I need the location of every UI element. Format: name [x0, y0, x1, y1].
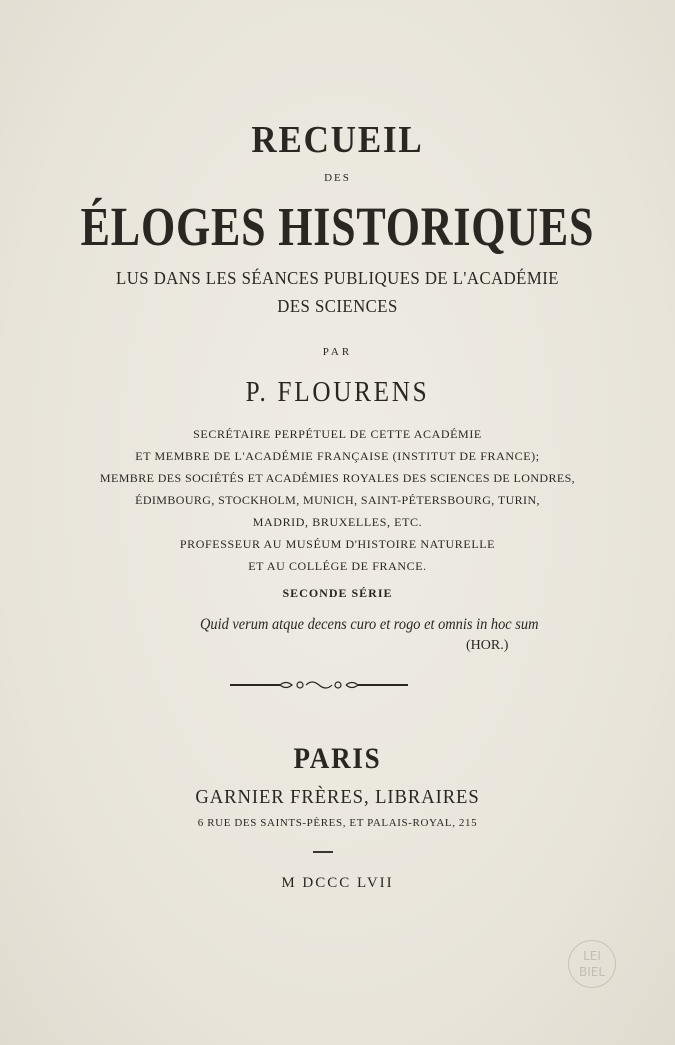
credential-line: MEMBRE DES SOCIÉTÉS ET ACADÉMIES ROYALES DES SCIENCES DE LONDRES,	[99, 471, 576, 485]
series-label: SECONDE SÉRIE	[282, 586, 393, 600]
library-stamp-icon	[568, 940, 616, 988]
imprint-publisher: GARNIER FRÈRES, LIBRAIRES	[195, 786, 480, 808]
stamp-line-2: BIEL	[578, 965, 606, 979]
title-des: DES	[324, 172, 351, 184]
subtitle-line-1: LUS DANS LES SÉANCES PUBLIQUES DE L'ACADÉMIE	[116, 268, 559, 288]
imprint-city: PARIS	[293, 742, 382, 775]
main-title: ÉLOGES HISTORIQUES	[80, 196, 595, 257]
ornament-divider-icon	[230, 678, 408, 692]
imprint-address: 6 RUE DES SAINTS-PÈRES, ET PALAIS-ROYAL, 215	[197, 817, 478, 829]
author-name: P. FLOURENS	[245, 377, 430, 408]
short-rule	[313, 851, 333, 853]
credential-line: PROFESSEUR AU MUSÉUM D'HISTOIRE NATURELLE	[179, 537, 496, 551]
imprint-date: M DCCC LVII	[281, 875, 394, 891]
credential-line: MADRID, BRUXELLES, ETC.	[252, 515, 423, 529]
subtitle-line-2: DES SCIENCES	[277, 296, 398, 316]
stamp-line-1: LEI	[583, 949, 601, 963]
epigraph-source: (HOR.)	[466, 638, 509, 653]
credential-line: ET MEMBRE DE L'ACADÉMIE FRANÇAISE (INSTITUT DE FRANCE);	[135, 449, 540, 463]
credential-line: ÉDIMBOURG, STOCKHOLM, MUNICH, SAINT-PÉTERSBOURG, TURIN,	[135, 493, 540, 507]
par-label: PAR	[322, 346, 353, 358]
credential-line: SECRÉTAIRE PERPÉTUEL DE CETTE ACADÉMIE	[193, 427, 482, 441]
epigraph: Quid verum atque decens curo et rogo et omnis in hoc sum	[200, 616, 539, 633]
credential-line: ET AU COLLÉGE DE FRANCE.	[248, 559, 427, 573]
title-recueil: RECUEIL	[251, 119, 424, 161]
